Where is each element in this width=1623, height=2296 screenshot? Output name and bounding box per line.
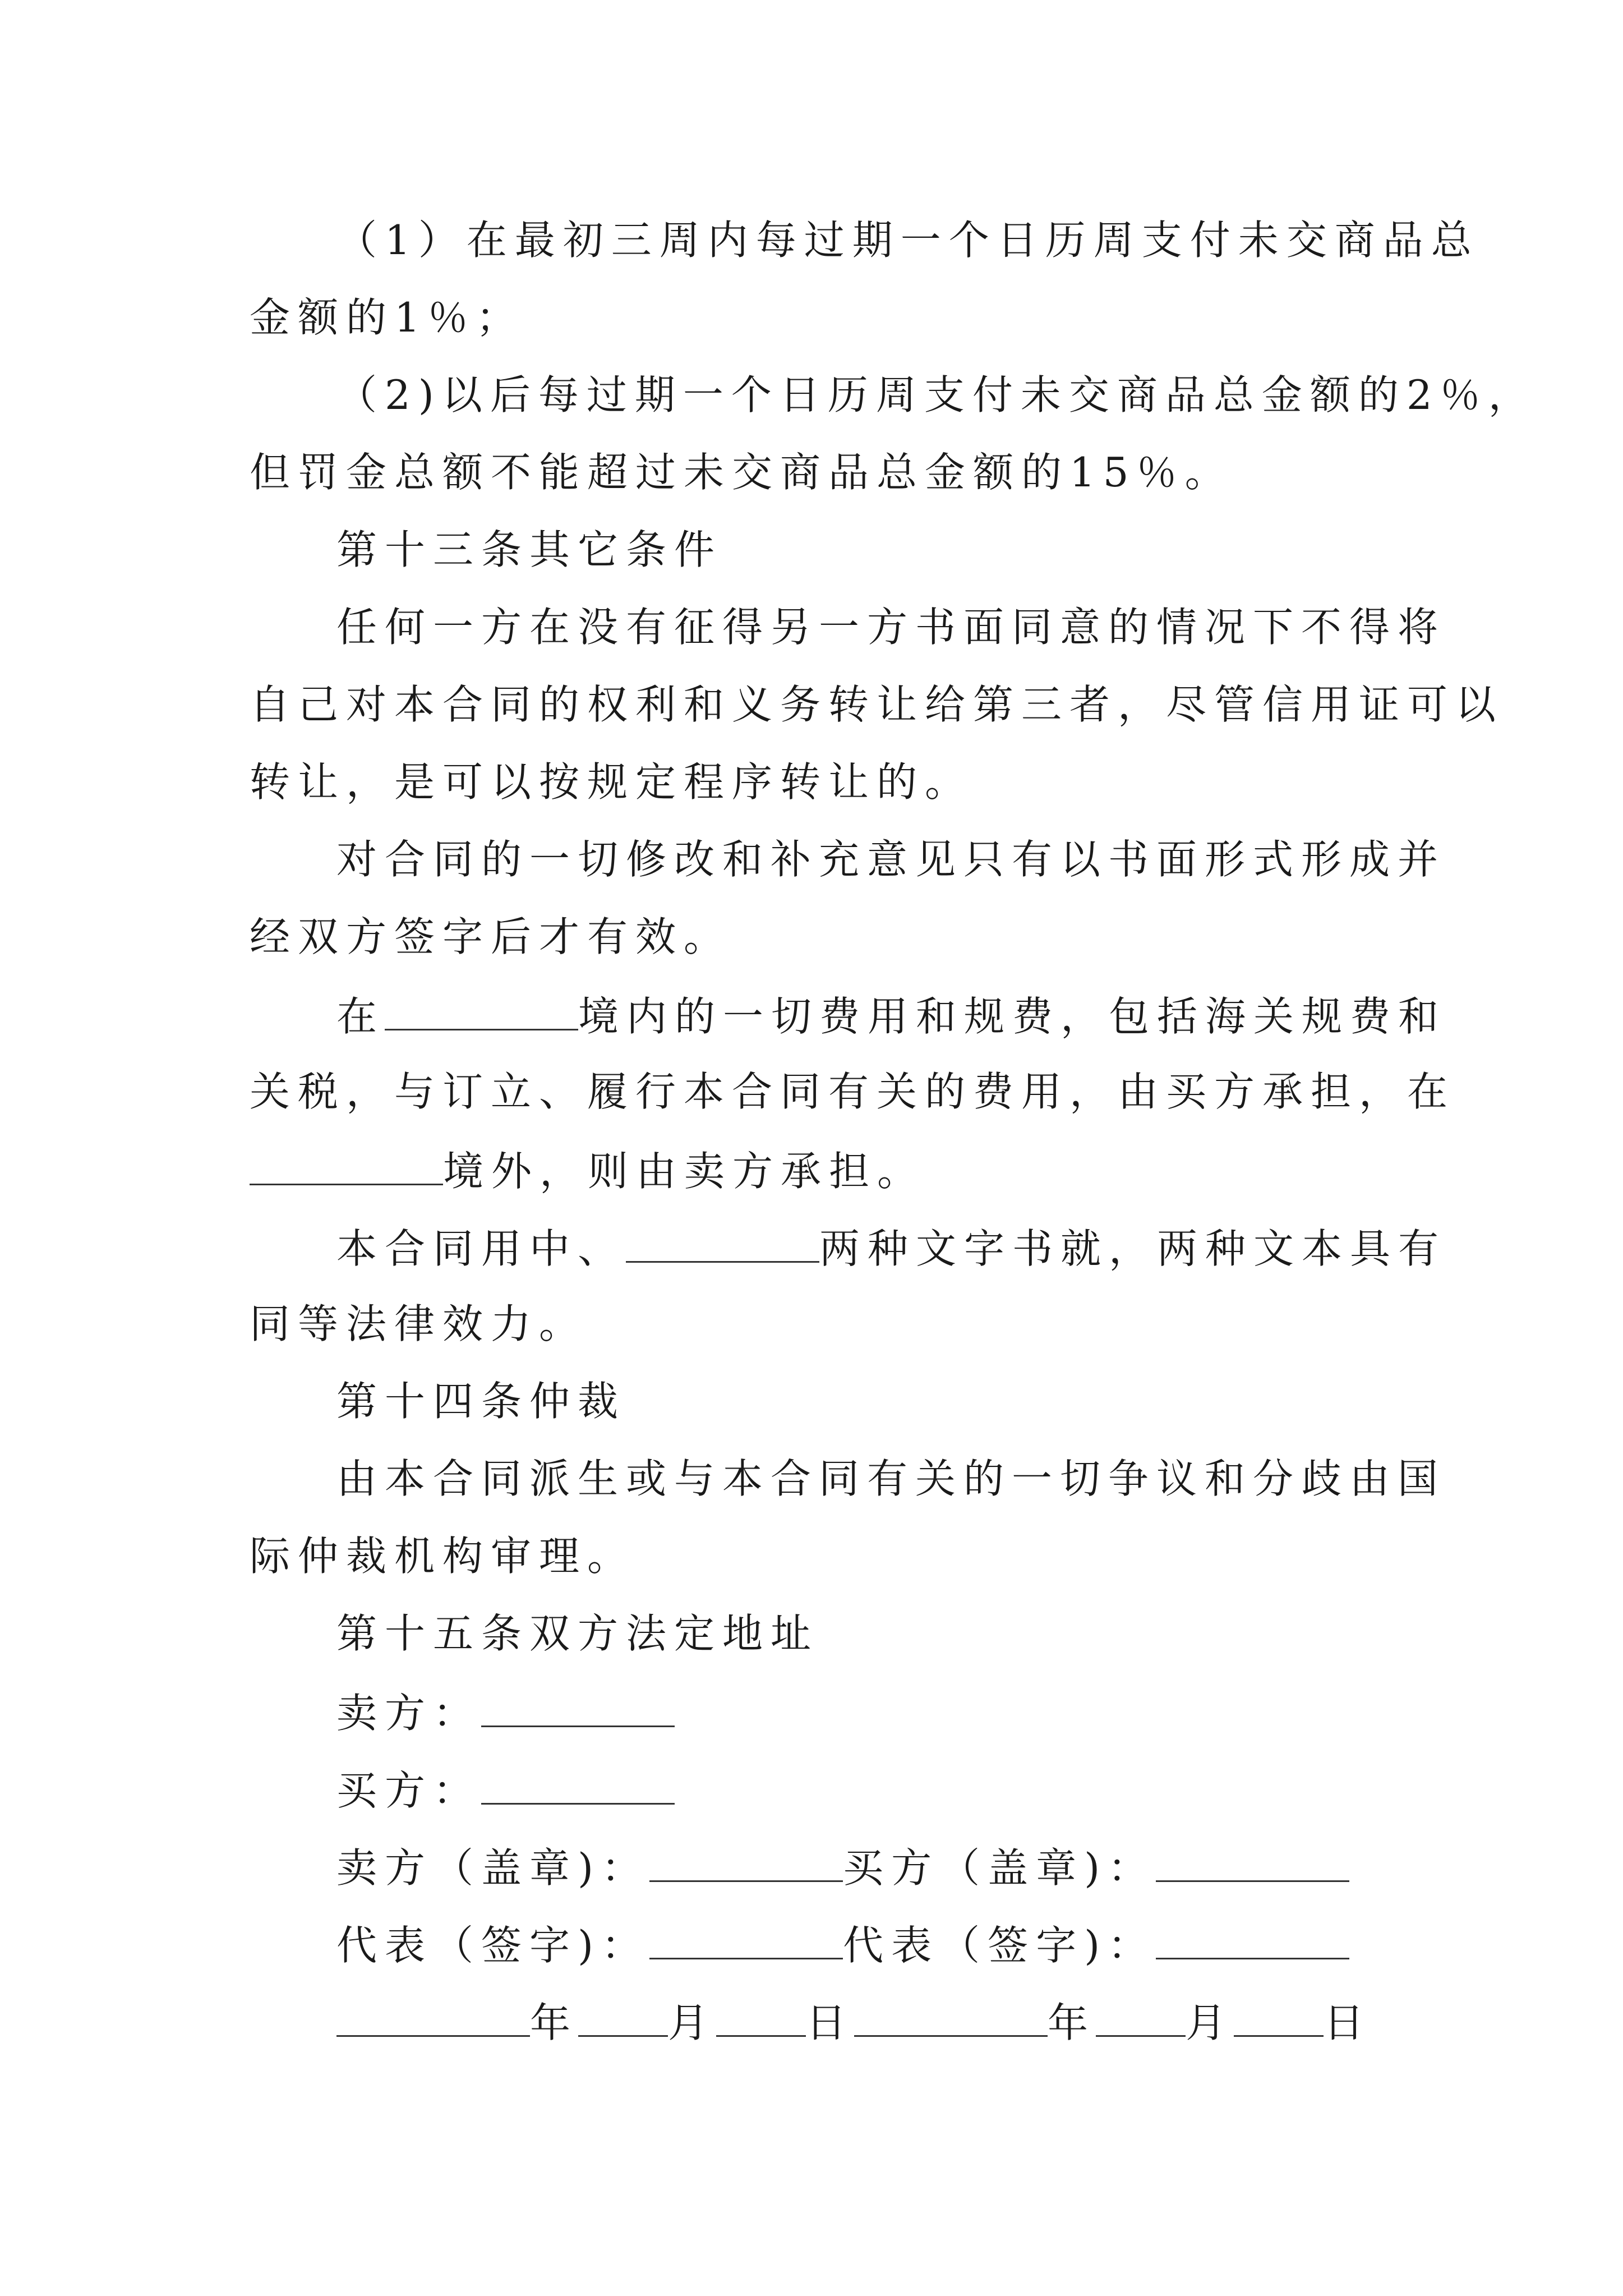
article-14-para-cont: 际仲裁机构审理。 [250, 1533, 636, 1580]
article-13-para-2-cont: 经双方签字后才有效。 [250, 913, 732, 960]
article-13-para-1: 任何一方在没有征得另一方书面同意的情况下不得将 [336, 604, 1446, 651]
seller-day-blank[interactable] [716, 2000, 806, 2037]
clause-12-item-2-cont: 但罚金总额不能超过未交商品总金额的15％。 [250, 449, 1233, 496]
buyer-address-line: 买方： [336, 1768, 675, 1811]
signature-line: 代表（签字)： 代表（签字)： [336, 1923, 1349, 1966]
article-13-para-3: 在 境内的一切费用和规费，包括海关规费和 [336, 993, 1447, 1040]
seal-line: 卖方（盖章)： 买方（盖章)： [336, 1846, 1349, 1888]
seller-month-blank[interactable] [578, 2000, 668, 2037]
seller-rep-signature-blank[interactable] [649, 1923, 843, 1959]
article-13-para-2: 对合同的一切修改和补充意见只有以书面形式形成并 [336, 836, 1446, 883]
buyer-address-blank[interactable] [481, 1768, 675, 1805]
buyer-month-blank[interactable] [1096, 2000, 1186, 2037]
buyer-year-blank[interactable] [854, 2000, 1048, 2037]
clause-12-item-1-cont: 金额的1％； [250, 294, 524, 341]
seller-year-blank[interactable] [336, 2000, 530, 2037]
article-14-para: 由本合同派生或与本合同有关的一切争议和分歧由国 [336, 1455, 1446, 1502]
buyer-seal-blank[interactable] [1156, 1846, 1349, 1882]
seller-address-line: 卖方： [336, 1691, 675, 1733]
article-13-heading: 第十三条其它条件 [336, 526, 723, 573]
article-13-para-1-cont2: 转让，是可以按规定程序转让的。 [250, 758, 974, 806]
article-13-para-3-cont2: 境外，则由卖方承担。 [250, 1149, 925, 1191]
clause-12-item-1: （1）在最初三周内每过期一个日历周支付未交商品总 [336, 217, 1479, 264]
article-13-para-4-cont: 同等法律效力。 [250, 1300, 588, 1347]
country-blank[interactable] [385, 994, 578, 1030]
article-13-para-3-cont: 关税，与订立、履行本合同有关的费用，由买方承担，在 [250, 1068, 1456, 1115]
article-13-para-4: 本合同用中、 两种文字书就，两种文本具有 [336, 1225, 1447, 1272]
buyer-rep-signature-blank[interactable] [1156, 1923, 1349, 1959]
country-blank-2[interactable] [250, 1149, 443, 1185]
seller-address-blank[interactable] [481, 1691, 675, 1727]
article-14-heading: 第十四条仲裁 [336, 1378, 626, 1425]
date-line: 年 月 日 年 月 日 [336, 2000, 1372, 2043]
seller-seal-blank[interactable] [649, 1846, 843, 1882]
article-15-heading: 第十五条双方法定地址 [336, 1610, 819, 1657]
clause-12-item-2: （2)以后每过期一个日历周支付未交商品总金额的2％， [336, 371, 1537, 418]
language-blank[interactable] [626, 1226, 819, 1263]
article-13-para-1-cont: 自己对本合同的权利和义务转让给第三者，尽管信用证可以 [250, 681, 1504, 728]
buyer-day-blank[interactable] [1234, 2000, 1324, 2037]
